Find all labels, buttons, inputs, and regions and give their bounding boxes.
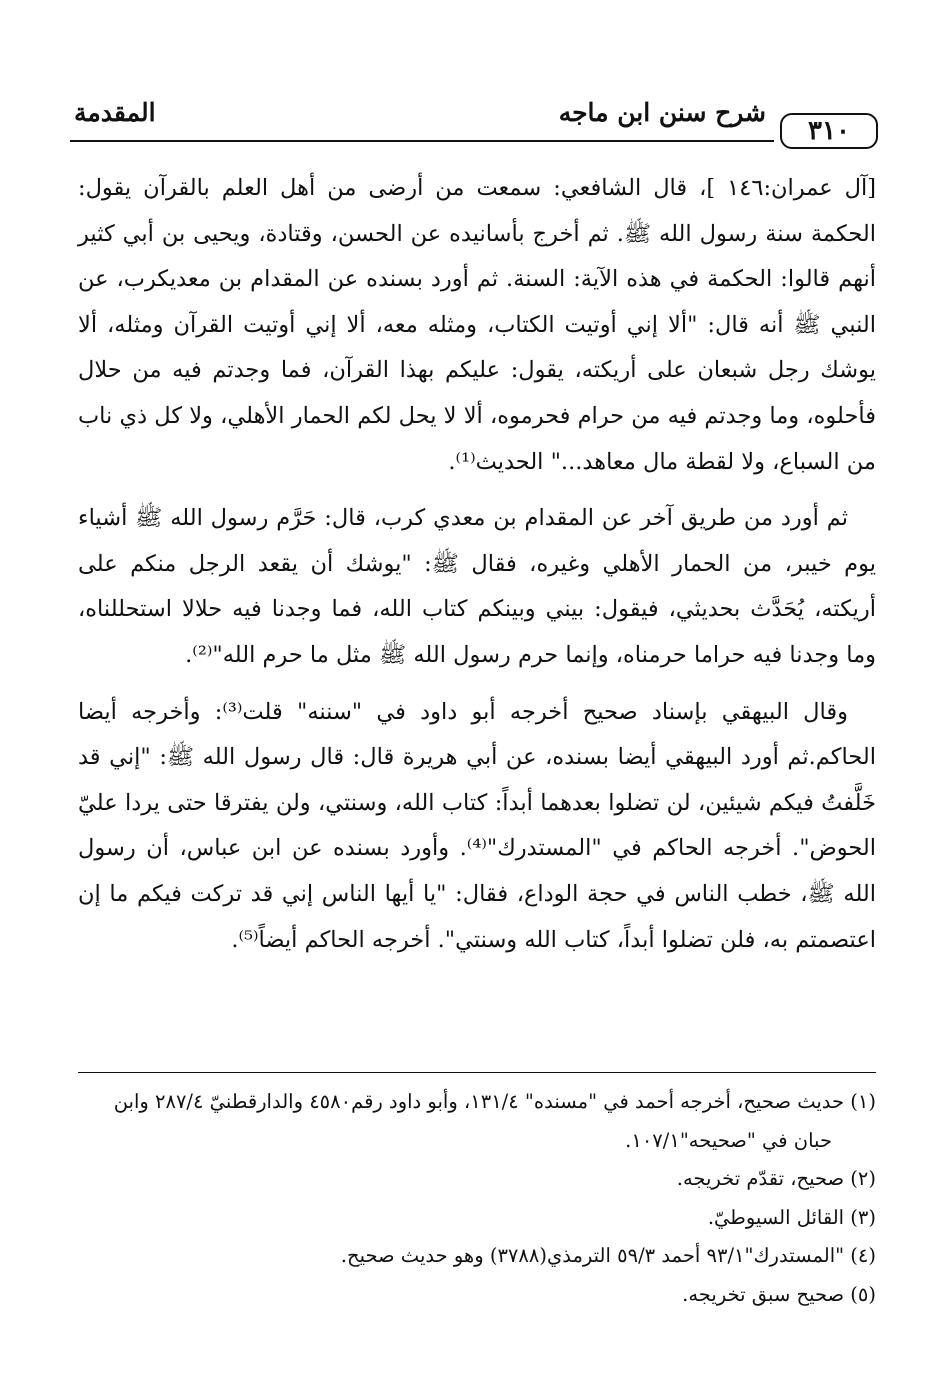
paragraph: [آل عمران:١٤٦ ]، قال الشافعي: سمعت من أرضى من أهل العلم بالقرآن يقول: الحكمة سنة رسول الله ﷺ. ثم أخرج بأسانيده عن الحسن، وقتادة، ويحيى بن أبي كثير أنهم قالوا: الحكمة في هذه الآية: السنة. ثم أورد بسنده عن المقدام بن معديكرب، عن النبي ﷺ أنه قال: "ألا إني أوتيت الكتاب، ومثله معه، ألا إني أوتيت القرآن ومثله، ألا يوشك رجل شبعان على أريكته، يقول: عليكم بهذا القرآن، فما وجدتم فيه من حلال فأحلوه، وما وجدتم فيه من حرام فحرموه، ألا لا يحل لكم الحمار الأهلي، ولا كل ذي ناب من السباع، ولا لقطة مال معاهد..." الحديث⁽¹⁾. — [78, 175, 876, 475]
paragraph: ثم أورد من طريق آخر عن المقدام بن معدي كرب، قال: حَرَّم رسول الله ﷺ أشياء يوم خيبر، من الحمار الأهلي وغيره، فقال ﷺ: "يوشك أن يقعد الرجل منكم على أريكته، يُحَدَّث بحديثي، فيقول: بيني وبينكم كتاب الله، فما وجدنا فيه حلالا استحللناه، وما وجدنا فيه حراما حرمناه، وإنما حرم رسول الله ﷺ مثل ما حرم الله"⁽²⁾. — [78, 505, 876, 668]
page-number: ٣١٠ — [780, 113, 878, 149]
footnote: (٣) القائل السيوطيّ. — [707, 1205, 876, 1229]
footnote-divider — [78, 1072, 876, 1073]
header-rule — [70, 140, 774, 142]
section-title: المقدمة — [74, 98, 156, 127]
page-header — [70, 96, 878, 156]
book-title: شرح سنن ابن ماجه — [558, 98, 766, 127]
footnote: (١) حديث صحيح، أخرجه أحمد في "مسنده" ١٣١/٤، وأبو داود رقم٤٥٨٠ والدارقطنيّ ٢٨٧/٤ وابن حبان في "صحيحه"١٠٧/١. — [113, 1090, 876, 1152]
main-text — [78, 166, 876, 963]
footnote: (٢) صحيح، تقدّم تخريجه. — [676, 1167, 876, 1190]
footnote: (٤) "المستدرك"٩٣/١ أحمد ٥٩/٣ الترمذي(٣٧٨٨) وهو حديث صحيح. — [340, 1244, 876, 1267]
footnote: (٥) صحيح سبق تخريجه. — [682, 1282, 876, 1306]
footnotes — [78, 1083, 876, 1314]
paragraph: وقال البيهقي بإسناد صحيح أخرجه أبو داود في "سننه" قلت⁽³⁾: وأخرجه أيضا الحاكم.ثم أورد البيهقي أيضا بسنده، عن أبي هريرة قال: قال رسول الله ﷺ: "إني قد خَلَّفتُ فيكم شيئين، لن تضلوا بعدهما أبداً: كتاب الله، وسنتي، ولن يفترقا حتى يردا عليّ الحوض". أخرجه الحاكم في "المستدرك"⁽⁴⁾. وأورد بسنده عن ابن عباس، أن رسول الله ﷺ، خطب الناس في حجة الوداع، فقال: "يا أيها الناس إني قد تركت فيكم ما إن اعتصمتم به، فلن تضلوا أبداً، كتاب الله وسنتي". أخرجه الحاكم أيضاً⁽⁵⁾. — [78, 698, 876, 953]
